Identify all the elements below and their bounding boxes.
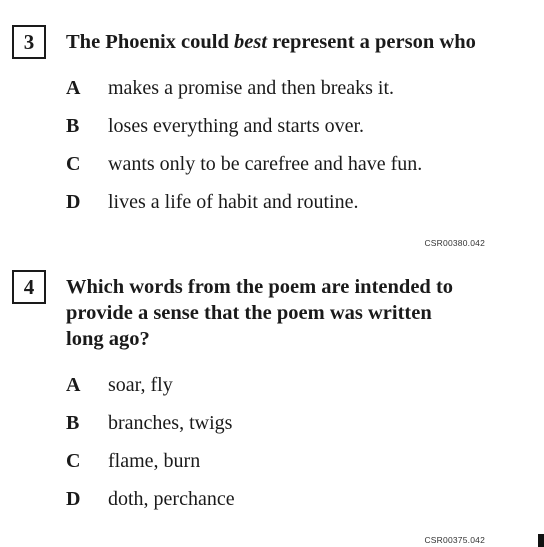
question-number-box bbox=[12, 270, 46, 304]
stem-text-start: The Phoenix could bbox=[66, 31, 235, 53]
option-text: flame, burn bbox=[108, 450, 201, 472]
item-code: CSR00380.042 bbox=[424, 238, 485, 248]
option-letter: C bbox=[66, 153, 81, 175]
page-edge-mark bbox=[538, 534, 544, 547]
question-number: 4 bbox=[23, 275, 35, 299]
option-text: lives a life of habit and routine. bbox=[108, 191, 359, 213]
question-stem bbox=[66, 274, 526, 352]
stem-text-end: represent a person who bbox=[267, 31, 476, 53]
answer-option-c[interactable] bbox=[66, 151, 506, 177]
option-text: loses everything and starts over. bbox=[108, 115, 365, 137]
stem-line: long ago? bbox=[66, 328, 150, 350]
option-text: wants only to be carefree and have fun. bbox=[108, 153, 423, 175]
answer-option-d[interactable] bbox=[66, 189, 506, 215]
option-letter: D bbox=[66, 488, 81, 510]
question-number: 3 bbox=[23, 30, 35, 54]
option-letter: A bbox=[66, 374, 81, 396]
option-text: soar, fly bbox=[108, 374, 173, 396]
stem-line: provide a sense that the poem was written bbox=[66, 302, 432, 324]
answer-option-a[interactable] bbox=[66, 75, 506, 101]
question-stem bbox=[66, 29, 526, 55]
option-letter: B bbox=[66, 115, 80, 137]
option-letter: B bbox=[66, 412, 80, 434]
stem-emphasis: best bbox=[234, 31, 268, 53]
question-number-box bbox=[12, 25, 46, 59]
answer-option-d[interactable] bbox=[66, 486, 506, 512]
option-letter: C bbox=[66, 450, 81, 472]
answer-option-c[interactable] bbox=[66, 448, 506, 474]
answer-option-a[interactable] bbox=[66, 372, 506, 398]
option-letter: A bbox=[66, 77, 81, 99]
option-text: doth, perchance bbox=[108, 488, 235, 510]
answer-option-b[interactable] bbox=[66, 410, 506, 436]
option-text: makes a promise and then breaks it. bbox=[108, 77, 395, 99]
stem-line: Which words from the poem are intended to bbox=[66, 276, 454, 298]
option-text: branches, twigs bbox=[108, 412, 233, 434]
option-letter: D bbox=[66, 191, 81, 213]
item-code: CSR00375.042 bbox=[424, 535, 485, 545]
answer-option-b[interactable] bbox=[66, 113, 506, 139]
